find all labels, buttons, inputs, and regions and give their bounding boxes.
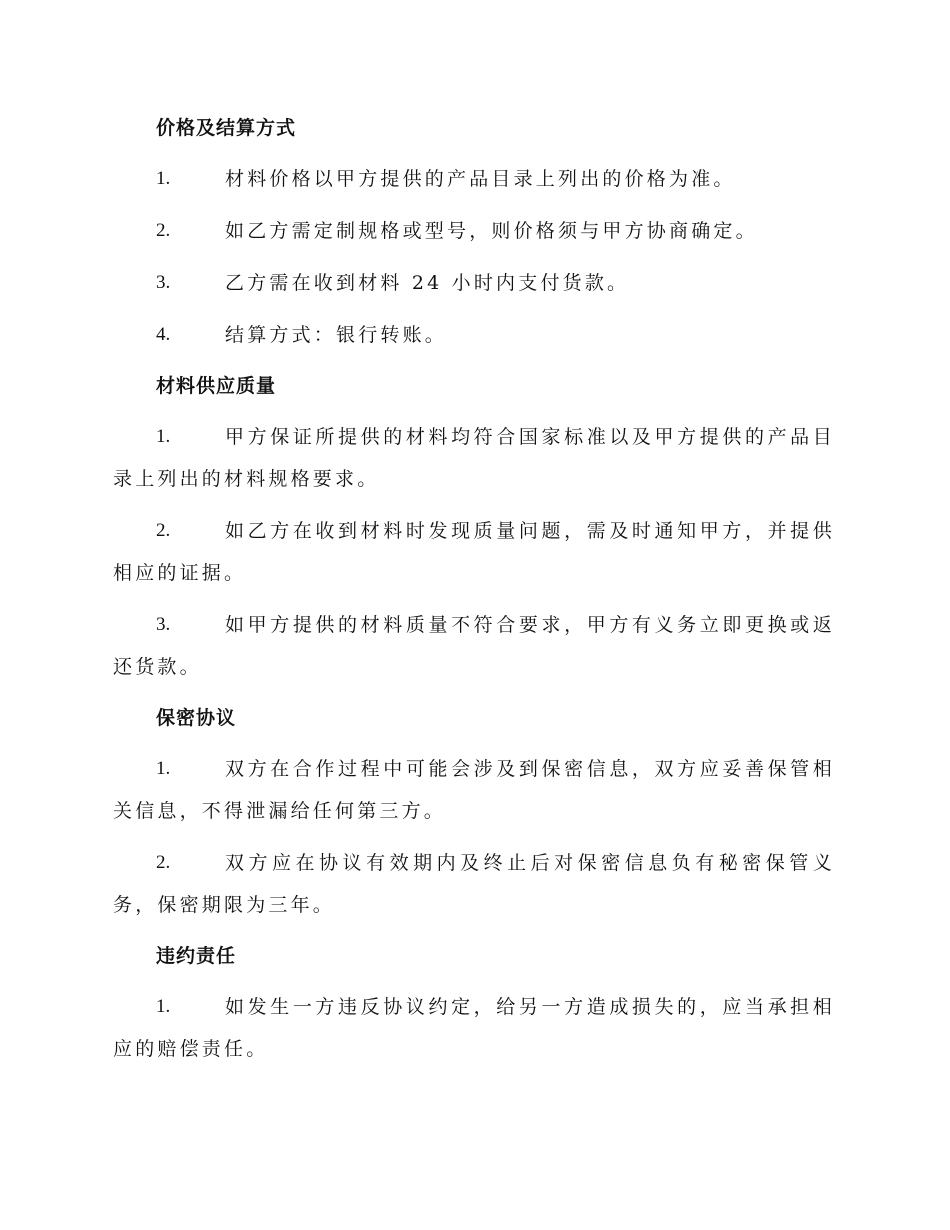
item-text: 甲方保证所提供的材料均符合国家标准以及甲方提供的产品目录上列出的材料规格要求。 xyxy=(113,426,835,490)
section-confidentiality xyxy=(113,698,835,926)
section-title: 违约责任 xyxy=(156,945,237,967)
list-item xyxy=(113,314,835,356)
item-number: 4. xyxy=(156,324,171,345)
item-number: 2. xyxy=(156,520,171,541)
list-item xyxy=(113,986,835,1070)
list-item xyxy=(113,210,835,252)
item-number: 1. xyxy=(156,426,171,447)
item-text: 双方应在协议有效期内及终止后对保密信息负有秘密保管义务，保密期限为三年。 xyxy=(113,852,835,916)
item-number: 3. xyxy=(156,272,171,293)
item-text: 双方在合作过程中可能会涉及到保密信息，双方应妥善保管相关信息，不得泄漏给任何第三方。 xyxy=(113,758,835,822)
section-title: 保密协议 xyxy=(156,707,237,729)
list-item xyxy=(113,604,835,688)
item-number: 2. xyxy=(156,852,171,873)
item-number: 1. xyxy=(156,996,171,1017)
item-number: 3. xyxy=(156,614,171,635)
item-text: 如乙方需定制规格或型号，则价格须与甲方协商确定。 xyxy=(225,220,758,242)
item-text: 材料价格以甲方提供的产品目录上列出的价格为准。 xyxy=(225,168,736,190)
list-item xyxy=(113,158,835,200)
item-text: 如甲方提供的材料质量不符合要求，甲方有义务立即更换或返还货款。 xyxy=(113,614,835,678)
item-number: 1. xyxy=(156,758,171,779)
section-quality xyxy=(113,366,835,688)
section-title: 材料供应质量 xyxy=(156,375,277,397)
item-text: 结算方式：银行转账。 xyxy=(225,324,448,346)
list-item xyxy=(113,416,835,500)
list-item xyxy=(113,510,835,594)
list-item xyxy=(113,748,835,832)
list-item xyxy=(113,262,835,304)
section-title: 价格及结算方式 xyxy=(156,117,297,139)
section-liability xyxy=(113,936,835,1070)
section-pricing xyxy=(113,108,835,356)
item-text: 如发生一方违反协议约定，给另一方造成损失的，应当承担相应的赔偿责任。 xyxy=(113,996,835,1060)
item-number: 2. xyxy=(156,220,171,241)
item-number: 1. xyxy=(156,168,171,189)
document-body xyxy=(113,108,835,1080)
item-text: 如乙方在收到材料时发现质量问题，需及时通知甲方，并提供相应的证据。 xyxy=(113,520,835,584)
item-text: 乙方需在收到材料 24 小时内支付货款。 xyxy=(225,272,630,294)
list-item xyxy=(113,842,835,926)
